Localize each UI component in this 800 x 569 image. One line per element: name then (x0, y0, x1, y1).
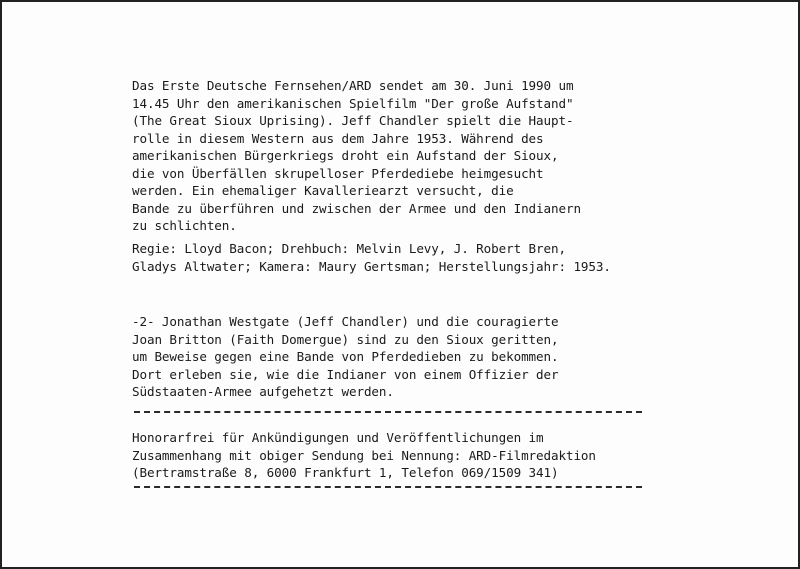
caption-line: Südstaaten-Armee aufgehetzt werden. (132, 384, 394, 399)
copyright-notice (132, 429, 692, 482)
caption-line: -2- Jonathan Westgate (Jeff Chandler) und die couragierte (132, 314, 559, 329)
dashed-divider (134, 411, 642, 413)
film-credits (132, 240, 692, 275)
description-line: Das Erste Deutsche Fernsehen/ARD sendet am 30. Juni 1990 um (132, 78, 574, 93)
caption-line: Dort erleben sie, wie die Indianer von einem Offizier der (132, 366, 559, 382)
film-description (132, 77, 692, 235)
page-border-left (0, 0, 2, 569)
description-line: rolle in diesem Western aus dem Jahre 1953. Während des (132, 130, 544, 146)
caption-line: um Beweise gegen eine Bande von Pferdedieben zu bekommen. (132, 349, 559, 364)
photo-caption (132, 313, 692, 401)
description-line: 14.45 Uhr den amerikanischen Spielfilm "Der große Aufstand" (132, 95, 574, 111)
credits-line: Regie: Lloyd Bacon; Drehbuch: Melvin Levy, J. Robert Bren, (132, 241, 566, 256)
description-line: zu schlichten. (132, 218, 237, 233)
notice-line: (Bertramstraße 8, 6000 Frankfurt 1, Telefon 069/1509 341) (132, 465, 559, 480)
notice-line: Honorarfrei für Ankündigungen und Veröffentlichungen im (132, 430, 544, 445)
description-line: die von Überfällen skrupelloser Pferdediebe heimgesucht (132, 165, 544, 181)
caption-line: Joan Britton (Faith Domergue) sind zu den Sioux geritten, (132, 331, 559, 347)
description-line: Bande zu überführen und zwischen der Armee und den Indianern (132, 200, 581, 216)
description-line: (The Great Sioux Uprising). Jeff Chandler spielt die Haupt- (132, 113, 574, 128)
description-line: werden. Ein ehemaliger Kavalleriearzt versucht, die (132, 183, 514, 198)
description-line: amerikanischen Bürgerkriegs droht ein Aufstand der Sioux, (132, 148, 559, 163)
notice-line: Zusammenhang mit obiger Sendung bei Nennung: ARD-Filmredaktion (132, 447, 596, 463)
dashed-divider (134, 486, 642, 488)
credits-line: Gladys Altwater; Kamera: Maury Gertsman; Herstellungsjahr: 1953. (132, 258, 611, 274)
page-border-top (0, 0, 800, 2)
